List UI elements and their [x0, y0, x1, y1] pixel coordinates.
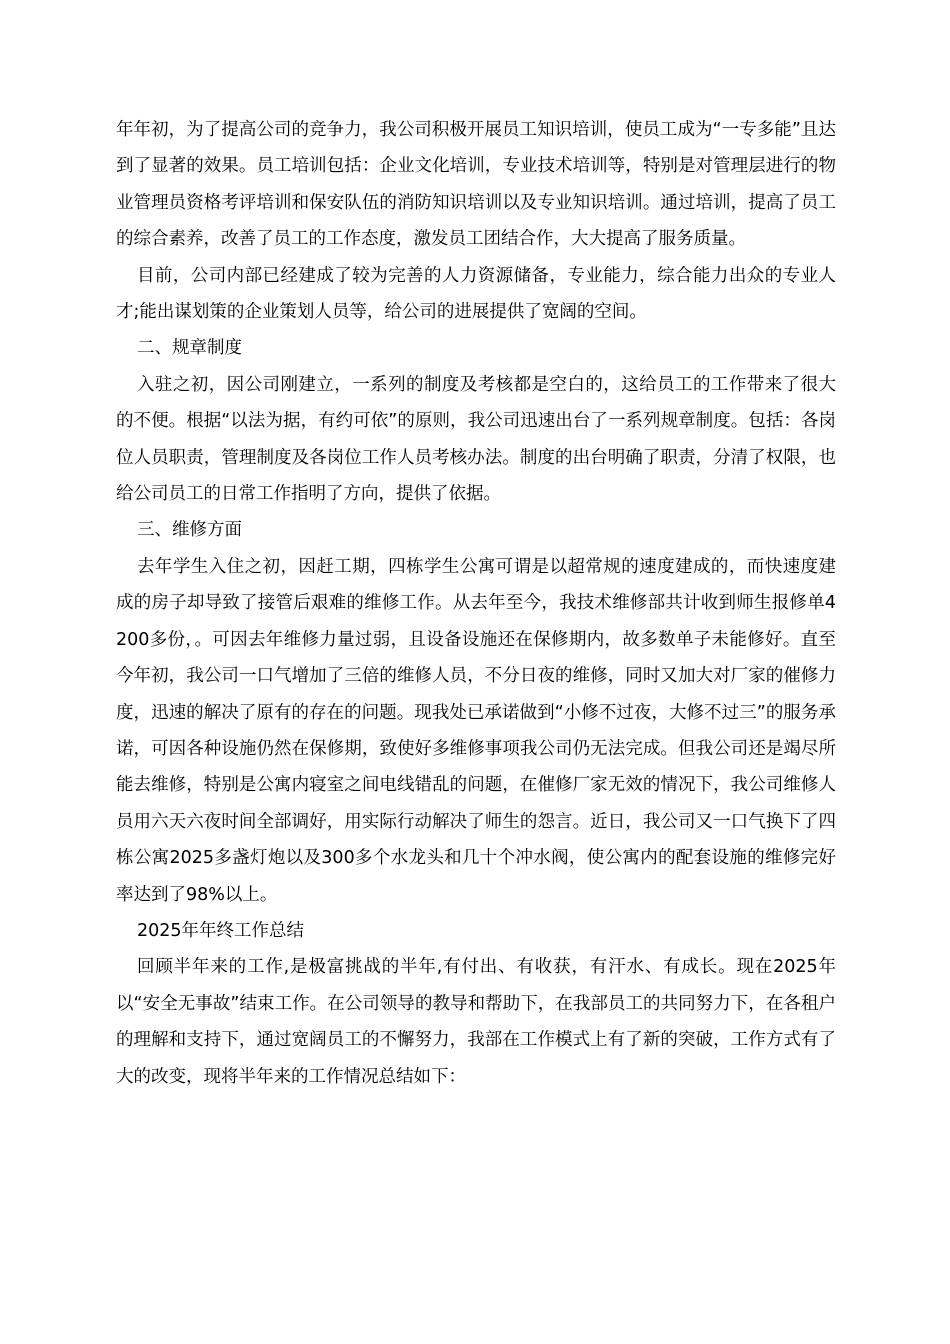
paragraph-training: 年年初，为了提高公司的竞争力，我公司积极开展员工知识培训，使员工成为“一专多能”且达到了显著的效果。员工培训包括：企业文化培训，专业技术培训等，特别是对管理层进行的物业管理员资格考评培训和保安队伍的消防知识培训以及专业知识培训。通过培训，提高了员工的综合素养，改善了员工的工作态度，激发员工团结合作，大大提高了服务质量。	[116, 120, 836, 250]
section-heading-year-end-summary: 2025年年终工作总结	[137, 920, 305, 941]
paragraph-review: 回顾半年来的工作,是极富挑战的半年,有付出、有收获，有汗水、有成长。现在2025年以“安全无事故”结束工作。在公司领导的教导和帮助下，在我部员工的共同努力下，在各租户的理解和支持下，通过宽阔员工的不懈努力，我部在工作模式上有了新的突破，工作方式有了大的改变，现将半年来的工作情况总结如下：	[116, 957, 836, 1087]
section-heading-rules: 二、规章制度	[137, 338, 242, 359]
paragraph-talent: 目前，公司内部已经建成了较为完善的人力资源储备，专业能力，综合能力出众的专业人才;能出谋划策的企业策划人员等，给公司的进展提供了宽阔的空间。	[116, 265, 836, 323]
paragraph-rules: 入驻之初，因公司刚建立，一系列的制度及考核都是空白的，这给员工的工作带来了很大的不便。根据“以法为据，有约可依”的原则，我公司迅速出台了一系列规章制度。包括：各岗位人员职责，管理制度及各岗位工作人员考核办法。制度的出台明确了职责，分清了权限，也给公司员工的日常工作指明了方向，提供了依据。	[116, 374, 836, 505]
section-heading-maintenance: 三、维修方面	[137, 520, 242, 541]
paragraph-maintenance: 去年学生入住之初，因赶工期，四栋学生公寓可谓是以超常规的速度建成的，而快速度建成的房子却导致了接管后艰难的维修工作。从去年至今，我技术维修部共计收到师生报修单4200多份，。可因去年维修力量过弱，且设备设施还在保修期内，故多数单子未能修好。直至今年初，我公司一口气增加了三倍的维修人员，不分日夜的维修，同时又加大对厂家的催修力度，迅速的解决了原有的存在的问题。现我处已承诺做到“小修不过夜，大修不过三”的服务承诺，可因各种设施仍然在保修期，致使好多维修事项我公司仍无法完成。但我公司还是竭尽所能去维修，特别是公寓内寝室之间电线错乱的问题，在催修厂家无效的情况下，我公司维修人员用六天六夜时间全部调好，用实际行动解决了师生的怨言。近日，我公司又一口气换下了四栋公寓2025多盏灯炮以及300多个水龙头和几十个冲水阀，使公寓内的配套设施的维修完好率达到了98%以上。	[116, 556, 836, 905]
document-page	[116, 112, 836, 1095]
